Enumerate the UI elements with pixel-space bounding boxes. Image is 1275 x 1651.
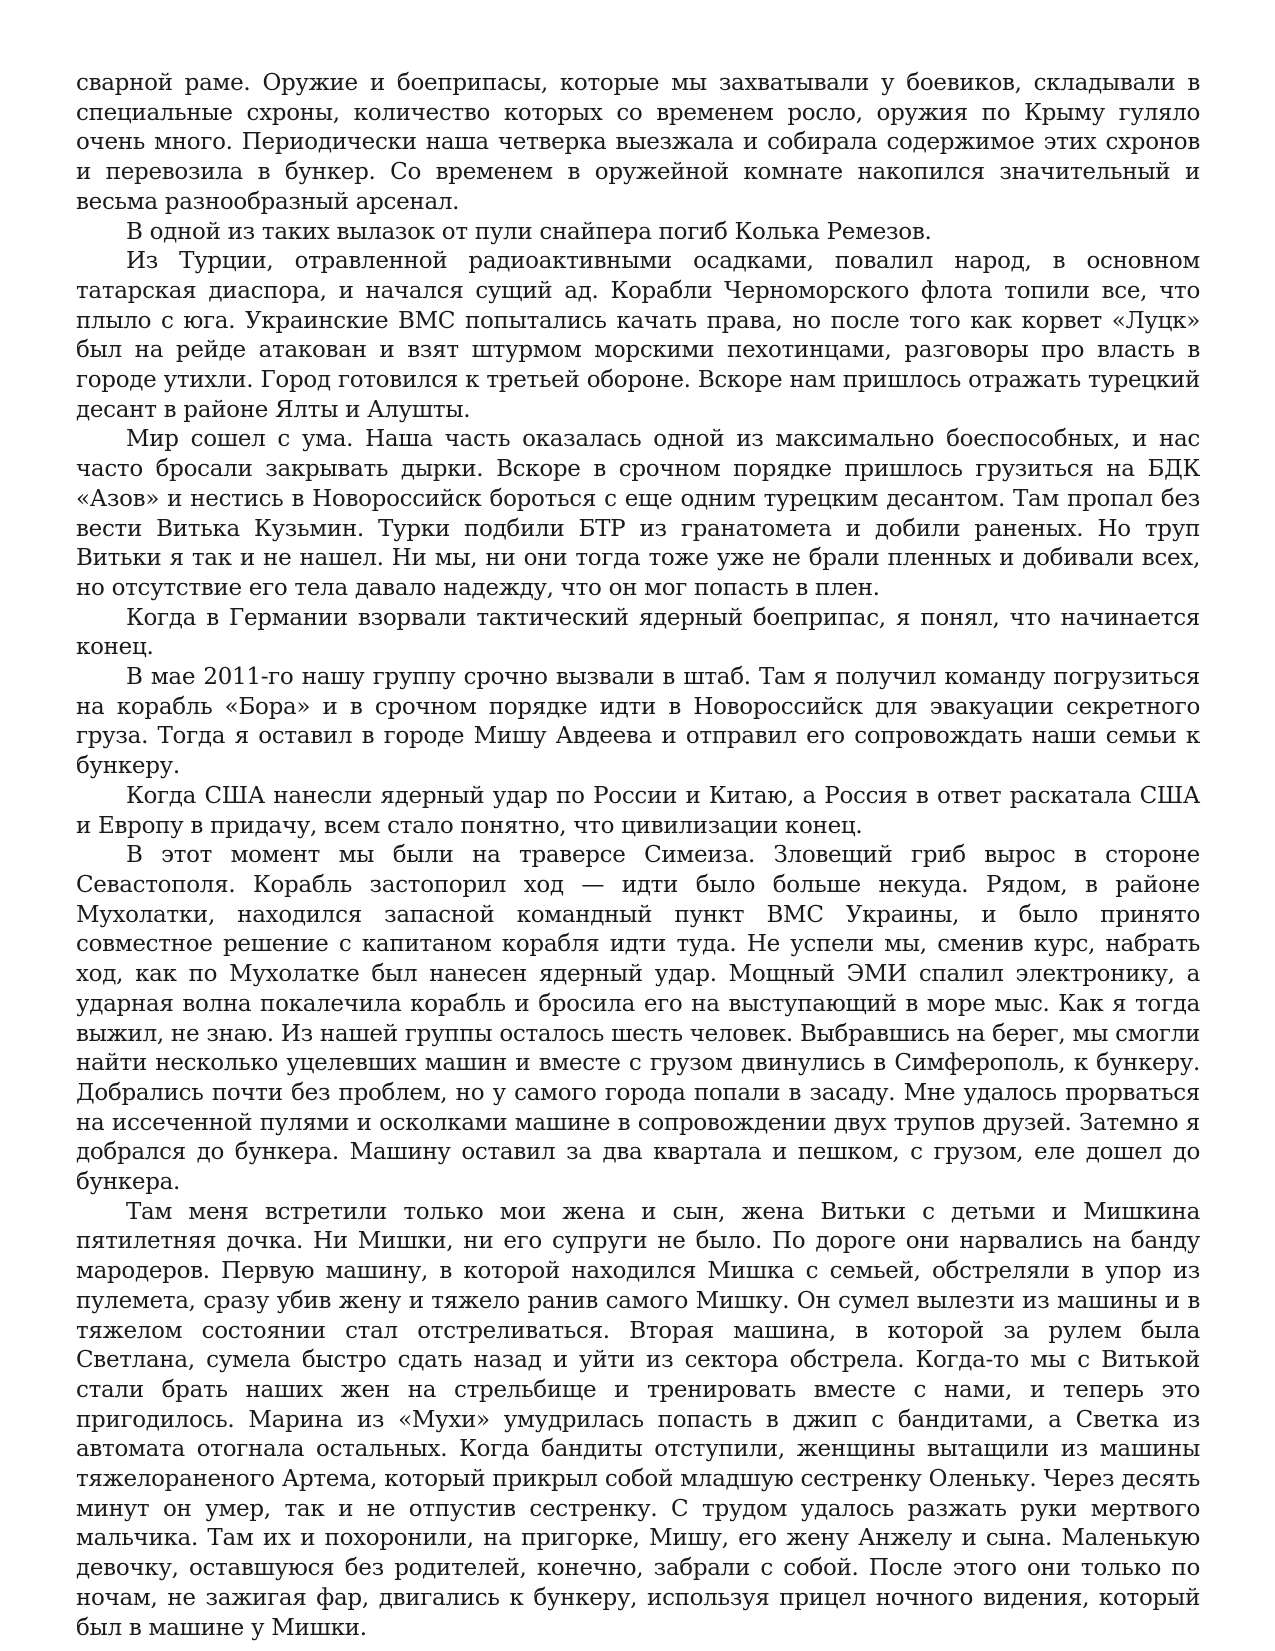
paragraph: Когда США нанесли ядерный удар по России и Китаю, а Россия в ответ раскатала США и Европу в придачу, всем стало понятно, что цивилизации конец. (76, 782, 1200, 839)
paragraph: В мае 2011-го нашу группу срочно вызвали в штаб. Там я получил команду погрузиться на корабль «Бора» и в срочном порядке идти в Новороссийск для эвакуации секретного груза. Тогда я оставил в городе Мишу Авдеева и отправил его сопровождать наши семьи к бункеру. (76, 664, 1200, 780)
paragraph: Там меня встретили только мои жена и сын, жена Витьки с детьми и Мишкина пятилетняя дочка. Ни Мишки, ни его супруги не было. По дороге они нарвались на банду мародеров. Первую машину, в которой находился Мишка с семьей, обстреляли в упор из пулемета, сразу убив жену и тяжело ранив самого Мишку. Он сумел вылезти из машины и в тяжелом состоянии стал отстреливаться. Вторая машина, в которой за рулем была Светлана, сумела быстро сдать назад и уйти из сектора обстрела. Когда-то мы с Витькой стали брать наших жен на стрельбище и тренировать вместе с нами, и теперь это пригодилось. Марина из «Мухи» умудрилась попасть в джип с бандитами, а Светка из автомата отогнала остальных. Когда бандиты отступили, женщины вытащили из машины тяжелораненого Артема, который прикрыл собой младшую сестренку Оленьку. Через десять минут он умер, так и не отпустив сестренку. С трудом удалось разжать руки мертвого мальчика. Там их и похоронили, на пригорке, Мишу, его жену Анжелу и сына. Маленькую девочку, оставшуюся без родителей, конечно, забрали с собой. После этого они только по ночам, не зажигая фар, двигались к бункеру, используя прицел ночного видения, который был в машине у Мишки. (76, 1198, 1200, 1641)
paragraph: Когда в Германии взорвали тактический ядерный боеприпас, я понял, что начинается конец. (76, 604, 1200, 661)
paragraph: Мир сошел с ума. Наша часть оказалась одной из максимально боеспособных, и нас часто бросали закрывать дырки. Вскоре в срочном порядке пришлось грузиться на БДК «Азов» и нестись в Новороссийск бороться с еще одним турецким десантом. Там пропал без вести Витька Кузьмин. Турки подбили БТР из гранатомета и добили раненых. Но труп Витьки я так и не нашел. Ни мы, ни они тогда тоже уже не брали пленных и добивали всех, но отсутствие его тела давало надежду, что он мог попасть в плен. (76, 426, 1200, 601)
paragraph: В одной из таких вылазок от пули снайпера погиб Колька Ремезов. (126, 218, 932, 245)
paragraph: Из Турции, отравленной радиоактивными осадками, повалил народ, в основном татарская диаспора, и начался сущий ад. Корабли Черноморского флота топили все, что плыло с юга. Украинские ВМС попытались качать права, но после того как корвет «Луцк» был на рейде атакован и взят штурмом морскими пехотинцами, разговоры про власть в городе утихли. Город готовился к третьей обороне. Вскоре нам пришлось отражать турецкий десант в районе Ялты и Алушты. (76, 248, 1200, 423)
document-page (76, 69, 1200, 1643)
paragraph-continued: сварной раме. Оружие и боеприпасы, которые мы захватывали у боевиков, складывали в специальные схроны, количество которых со временем росло, оружия по Крыму гуляло очень много. Периодически наша четверка выезжала и собирала содержимое этих схронов и перевозила в бункер. Со временем в оружейной комнате накопился значительный и весьма разнообразный арсенал. (76, 70, 1200, 215)
paragraph: В этот момент мы были на траверсе Симеиза. Зловещий гриб вырос в стороне Севастополя. Корабль застопорил ход — идти было больше некуда. Рядом, в районе Мухолатки, находился запасной командный пункт ВМС Украины, и было принято совместное решение с капитаном корабля идти туда. Не успели мы, сменив курс, набрать ход, как по Мухолатке был нанесен ядерный удар. Мощный ЭМИ спалил электронику, а ударная волна покалечила корабль и бросила его на выступающий в море мыс. Как я тогда выжил, не знаю. Из нашей группы осталось шесть человек. Выбравшись на берег, мы смогли найти несколько уцелевших машин и вместе с грузом двинулись в Симферополь, к бункеру. Добрались почти без проблем, но у самого города попали в засаду. Мне удалось прорваться на иссеченной пулями и осколками машине в сопровождении двух трупов друзей. Затемно я добрался до бункера. Машину оставил за два квартала и пешком, с грузом, еле дошел до бункера. (76, 842, 1200, 1196)
